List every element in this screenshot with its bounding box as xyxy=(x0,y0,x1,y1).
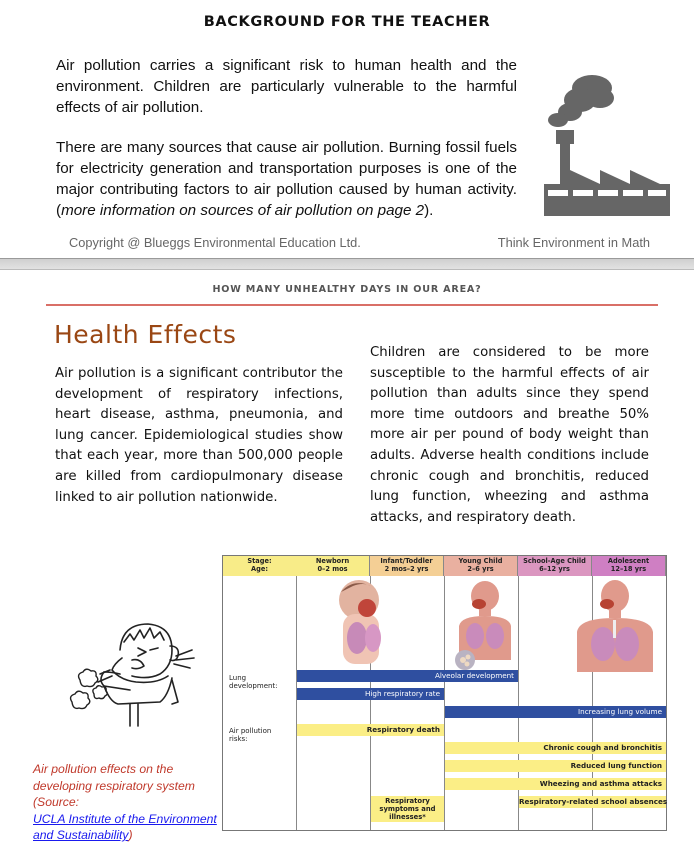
caption-suffix: ) xyxy=(128,828,133,842)
section-heading: Health Effects xyxy=(54,320,237,349)
stage-name: School-Age Child xyxy=(523,557,586,565)
stage-name: Young Child xyxy=(458,557,503,565)
footer-tagline: Think Environment in Math xyxy=(497,235,650,250)
footer-copyright: Copyright @ Blueggs Environmental Education Ltd. xyxy=(69,235,361,250)
lung-development-bar: High respiratory rate xyxy=(297,688,444,700)
stage-age: 2 mos–2 yrs xyxy=(384,564,429,573)
stage-header xyxy=(592,556,666,576)
air-pollution-risk-bar: Wheezing and asthma attacks xyxy=(445,778,666,790)
left-column-text: Air pollution is a significant contributor the development of respiratory infections, heart disease, asthma, pneumonia, and lung cancer. Epidemiological studies show that each year, more than 500,000 people are killed from cardiopulmonary disease linked to air pollution nationwide. xyxy=(55,366,343,505)
air-pollution-risk-bar: Reduced lung function xyxy=(445,760,666,772)
stage-name: Newborn xyxy=(315,557,350,565)
sources-text: There are many sources that cause air pollution. Burning fossil fuels for electricity generation and transportation purposes is one of the major contributing factors to air pollution caused by human activity. ( xyxy=(56,139,517,219)
row-label-air-pollution-risks: Air pollution risks: xyxy=(229,727,272,743)
intro-paragraph: Air pollution carries a significant risk to human health and the environment. Children are particularly vulnerable to the harmful effects of air pollution. xyxy=(56,57,517,116)
lung-development-bar: Increasing lung volume xyxy=(445,706,666,718)
diagram-caption xyxy=(33,761,233,844)
page-health-effects xyxy=(0,270,694,846)
stage-header xyxy=(296,556,370,576)
column-divider xyxy=(296,576,297,830)
row-label-lung-development: Lung development: xyxy=(229,674,278,690)
caption-text: Air pollution effects on the developing respiratory system xyxy=(33,762,195,793)
stage-header xyxy=(370,556,444,576)
air-pollution-risk-bar: Respiratory-related school absences xyxy=(519,797,668,806)
air-pollution-risk-bar: Chronic cough and bronchitis xyxy=(445,742,666,754)
stage-age: 6–12 yrs xyxy=(539,564,570,573)
page-background-for-teacher xyxy=(0,0,694,258)
stage-name: Adolescent xyxy=(607,557,650,565)
sources-page-ref: more information on sources of air pollution on page 2 xyxy=(61,202,425,219)
page-title: HOW MANY UNHEALTHY DAYS IN OUR AREA? xyxy=(212,284,482,295)
stage-age: 0–2 mos xyxy=(317,564,348,573)
caption-source-prefix: (Source: xyxy=(33,795,80,809)
header-stage-label: Stage: xyxy=(247,557,272,565)
right-column-text: Children are considered to be more susceptible to the harmful effects of air pollution than adults since they spend more time outdoors and breathe 50% more air per pound of body weight than adults. Adverse health conditions include chronic cough and bronchitis, reduced lung function, wheezing and asthma attacks, and respiratory death. xyxy=(370,345,649,525)
stage-age: 12–18 yrs xyxy=(610,564,647,573)
source-link[interactable]: UCLA Institute of the Environment and Sustainability xyxy=(33,811,217,842)
sources-end: ). xyxy=(424,202,434,219)
child-respiratory-system-icon xyxy=(453,580,517,674)
header-age-label: Age: xyxy=(251,564,268,573)
respiratory-development-diagram xyxy=(222,555,667,831)
sources-paragraph xyxy=(56,137,517,221)
title-divider xyxy=(46,304,658,306)
coughing-child-icon xyxy=(60,610,210,730)
header-stage-age xyxy=(223,556,297,576)
stage-header xyxy=(444,556,518,576)
air-pollution-risk-bar: Respiratory symptoms and illnesses* xyxy=(371,796,444,822)
adolescent-respiratory-system-icon xyxy=(575,580,655,672)
stage-name: Infant/Toddler xyxy=(380,557,433,565)
page-title: BACKGROUND FOR THE TEACHER xyxy=(203,14,491,30)
baby-respiratory-system-icon xyxy=(323,578,398,672)
lung-development-bar: Alveolar development xyxy=(297,670,518,682)
stage-age: 2–6 yrs xyxy=(467,564,494,573)
factory-pollution-icon xyxy=(540,70,675,220)
column-divider xyxy=(518,576,519,830)
air-pollution-risk-bar: Respiratory death xyxy=(297,724,444,736)
page-separator xyxy=(0,258,694,270)
column-divider xyxy=(444,576,445,830)
stage-header xyxy=(518,556,592,576)
